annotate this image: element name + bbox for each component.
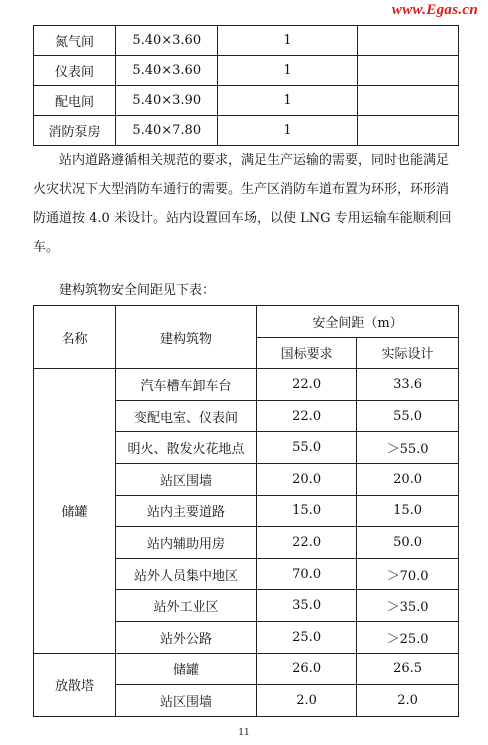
actual-cell: 15.0: [357, 495, 459, 527]
table-row: [34, 56, 459, 86]
building-cell: 站区围墙: [115, 463, 256, 495]
room-name-cell: 消防泵房: [34, 116, 116, 146]
room-note-cell: [357, 26, 459, 56]
national-cell: 26.0: [257, 653, 357, 685]
table-row: [34, 653, 459, 685]
national-cell: 2.0: [257, 685, 357, 717]
building-cell: 站内辅助用房: [115, 527, 256, 559]
building-cell: 站内主要道路: [115, 495, 256, 527]
national-cell: 22.0: [257, 369, 357, 401]
table-row: [34, 116, 459, 146]
national-cell: 35.0: [257, 590, 357, 622]
table-header-row: [34, 306, 459, 338]
table-intro-paragraph: 建构筑物安全间距见下表：: [59, 283, 216, 298]
group-name-cell: 储罐: [34, 369, 116, 653]
building-cell: 变配电室、仪表间: [115, 400, 256, 432]
national-cell: 22.0: [257, 527, 357, 559]
building-cell: 站区围墙: [115, 685, 256, 717]
national-cell: 25.0: [257, 621, 357, 653]
actual-cell: ＞70.0: [357, 558, 459, 590]
room-count-cell: 1: [218, 56, 357, 86]
actual-cell: ＞55.0: [357, 432, 459, 464]
road-design-paragraph: 站内道路遵循相关规范的要求，满足生产运输的需要，同时也能满足火灾状况下大型消防车通行的需要。生产区消防车道布置为环形，环形消防通道按 4.0 米设计。站内设置回车场，以使 LNG 专用运输车能顺利回车。: [33, 153, 452, 255]
room-size-cell: 5.40×3.60: [115, 26, 218, 56]
national-cell: 70.0: [257, 558, 357, 590]
table-row: [34, 86, 459, 116]
actual-cell: ＞25.0: [357, 621, 459, 653]
header-actual: 实际设计: [357, 337, 459, 369]
header-name: 名称: [34, 306, 116, 369]
table-row: [34, 369, 459, 401]
building-cell: 汽车槽车卸车台: [115, 369, 256, 401]
building-cell: 站外公路: [115, 621, 256, 653]
national-cell: 55.0: [257, 432, 357, 464]
room-note-cell: [357, 86, 459, 116]
actual-cell: 55.0: [357, 400, 459, 432]
actual-cell: 26.5: [357, 653, 459, 685]
room-name-cell: 氮气间: [34, 26, 116, 56]
actual-cell: ＞35.0: [357, 590, 459, 622]
room-count-cell: 1: [218, 86, 357, 116]
room-size-table: [33, 25, 459, 146]
building-cell: 站外工业区: [115, 590, 256, 622]
actual-cell: 50.0: [357, 527, 459, 559]
group-name-cell: 放散塔: [34, 653, 116, 716]
room-name-cell: 配电间: [34, 86, 116, 116]
site-watermark: www.Egas.cn: [391, 2, 478, 18]
room-note-cell: [357, 56, 459, 86]
room-size-cell: 5.40×7.80: [115, 116, 218, 146]
room-size-cell: 5.40×3.60: [115, 56, 218, 86]
national-cell: 22.0: [257, 400, 357, 432]
room-count-cell: 1: [218, 26, 357, 56]
building-cell: 站外人员集中地区: [115, 558, 256, 590]
safety-distance-table: [33, 305, 459, 717]
room-name-cell: 仪表间: [34, 56, 116, 86]
room-note-cell: [357, 116, 459, 146]
national-cell: 20.0: [257, 463, 357, 495]
national-cell: 15.0: [257, 495, 357, 527]
actual-cell: 20.0: [357, 463, 459, 495]
actual-cell: 33.6: [357, 369, 459, 401]
building-cell: 明火、散发火花地点: [115, 432, 256, 464]
room-count-cell: 1: [218, 116, 357, 146]
header-spacing: 安全间距（m）: [257, 306, 459, 338]
actual-cell: 2.0: [357, 685, 459, 717]
table-row: [34, 26, 459, 56]
page-number: 11: [238, 728, 250, 738]
room-size-cell: 5.40×3.90: [115, 86, 218, 116]
header-national: 国标要求: [257, 337, 357, 369]
building-cell: 储罐: [115, 653, 256, 685]
header-building: 建构筑物: [115, 306, 256, 369]
